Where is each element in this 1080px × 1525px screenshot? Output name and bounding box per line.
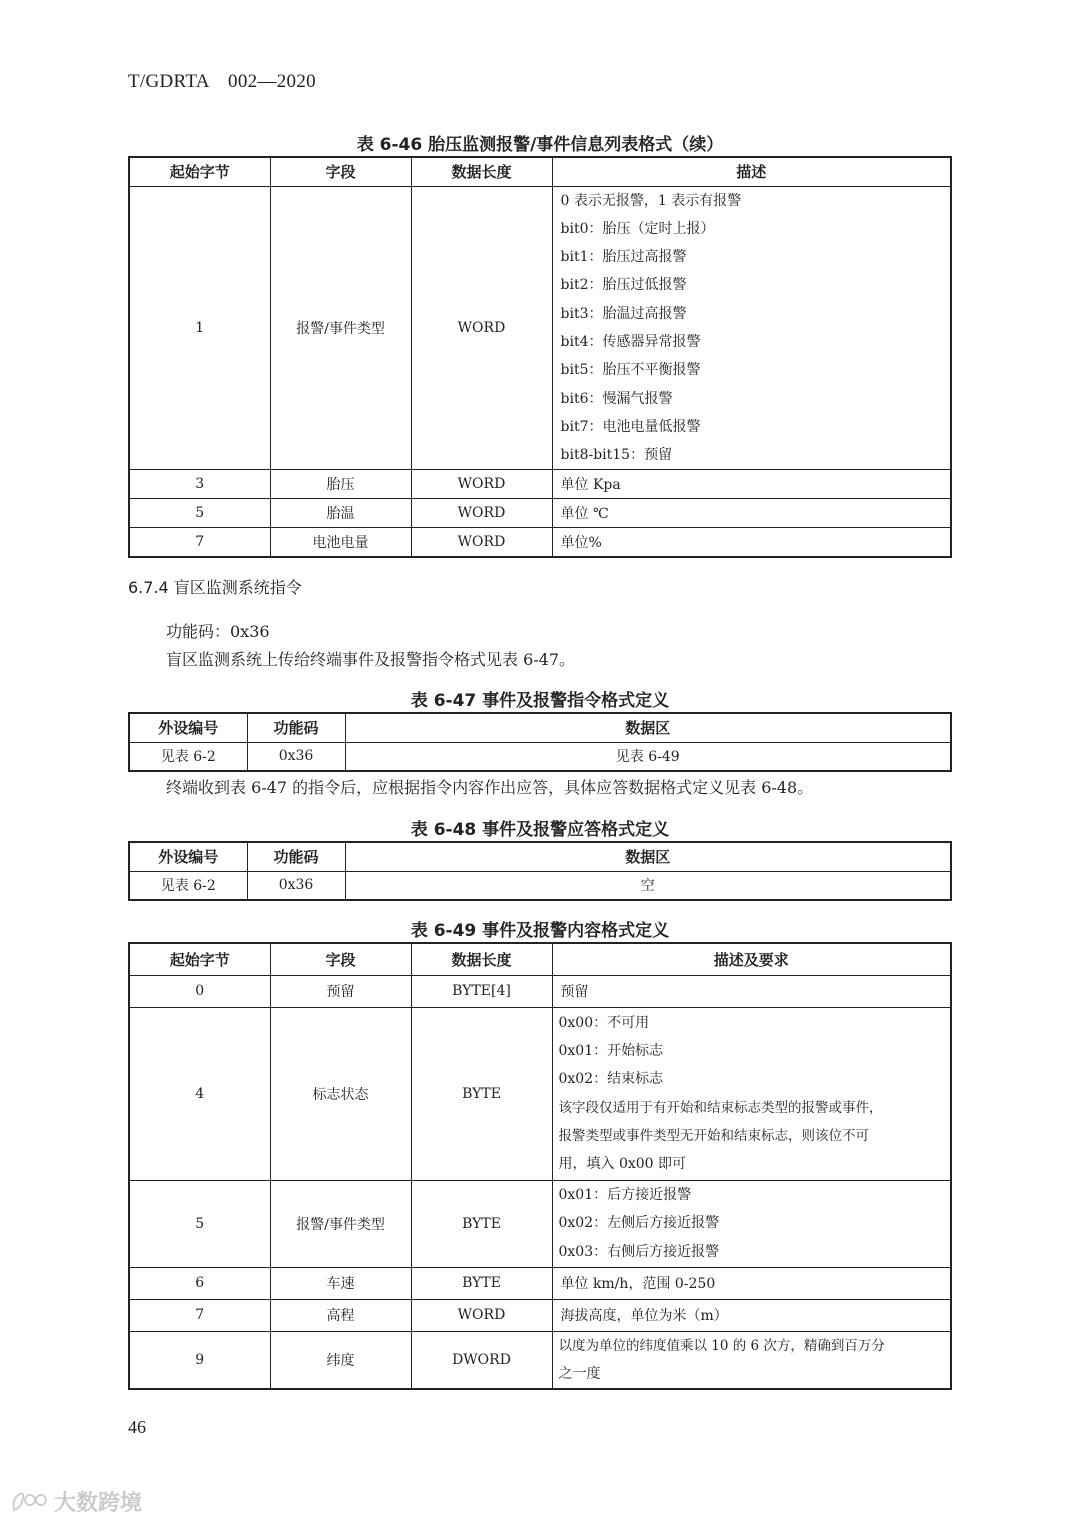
desc-line: 0x02：结束标志 [558,1071,664,1088]
cell-field: 预留 [270,975,411,1007]
cell-length: BYTE[4] [411,975,552,1007]
cell-start: 6 [129,1267,270,1299]
cell-description: 单位 Kpa [552,470,951,499]
header-function-code: 功能码 [247,713,345,742]
desc-line: 0x00：不可用 [558,1014,650,1031]
desc-line: 报警类型或事件类型无开始和结束标志，则该位不可 [558,1127,869,1144]
cell-peripheral-id: 见表 6-2 [129,742,247,771]
table-6-48 [128,841,952,901]
desc-line: 该字段仅适用于有开始和结束标志类型的报警或事件， [558,1099,883,1116]
table-row [129,1331,951,1389]
desc-line: 0 表示无报警，1 表示有报警 [560,192,742,209]
document-id: T/GDRTA 002—2020 [128,71,316,92]
cell-start: 9 [129,1331,270,1389]
cell-start: 5 [129,1180,270,1267]
header-description: 描述 [552,157,951,186]
watermark [10,1486,142,1517]
reply-text: 终端收到表 6-47 的指令后，应根据指令内容作出应答，具体应答数据格式定义见表 6-48。 [166,778,814,797]
desc-line: bit1：胎压过高报警 [560,249,687,266]
desc-line: 0x01：后方接近报警 [558,1187,692,1204]
header-data-area: 数据区 [345,713,951,742]
header-data-length: 数据长度 [411,157,552,186]
table-6-49 [128,942,952,1390]
table-row [129,1299,951,1331]
cell-function-code: 0x36 [247,742,345,771]
cell-field: 高程 [270,1299,411,1331]
table-6-49-caption: 表 6-49 事件及报警内容格式定义 [410,921,670,941]
desc-line: 用，填入 0x00 即可 [558,1155,687,1172]
cell-start: 7 [129,1299,270,1331]
desc-line: 0x01：开始标志 [558,1043,664,1060]
table-row [129,742,951,771]
cell-start: 1 [129,186,270,470]
cell-length: BYTE [411,1267,552,1299]
cell-length: WORD [411,1299,552,1331]
header-peripheral-id: 外设编号 [129,842,247,871]
desc-line: 0x02：左侧后方接近报警 [558,1215,720,1232]
cell-field: 胎压 [270,470,411,499]
header-description-requirements: 描述及要求 [552,943,951,975]
table-row [129,1007,951,1180]
header-function-code: 功能码 [247,842,345,871]
table-row [129,975,951,1007]
cell-start: 7 [129,528,270,557]
table-row [129,1180,951,1267]
header-data-length: 数据长度 [411,943,552,975]
cell-field: 胎温 [270,499,411,528]
desc-line: bit5：胎压不平衡报警 [560,362,701,379]
desc-line: bit6：慢漏气报警 [560,390,673,407]
table-6-48-caption: 表 6-48 事件及报警应答格式定义 [410,820,670,840]
desc-line: bit0：胎压（定时上报） [560,220,715,237]
cell-description: 预留 [552,975,951,1007]
header-data-area: 数据区 [345,842,951,871]
cell-description [552,1007,951,1180]
cell-description: 单位 ℃ [552,499,951,528]
cell-function-code: 0x36 [247,871,345,900]
function-code-text: 功能码：0x36 [166,622,270,641]
cell-field: 车速 [270,1267,411,1299]
cell-description [552,1180,951,1267]
table-row [129,871,951,900]
cell-field: 纬度 [270,1331,411,1389]
desc-line: bit4：传感器异常报警 [560,333,701,350]
header-peripheral-id: 外设编号 [129,713,247,742]
cell-field: 电池电量 [270,528,411,557]
header-start-byte: 起始字节 [129,157,270,186]
table-row [129,186,951,470]
cell-length: WORD [411,499,552,528]
page-number: 46 [128,1417,146,1437]
table-row [129,499,951,528]
table-row [129,470,951,499]
cell-description: 单位 km/h，范围 0-250 [552,1267,951,1299]
cell-start: 0 [129,975,270,1007]
cell-start: 3 [129,470,270,499]
watermark-text: 大数跨境 [54,1491,143,1516]
cell-description: 单位% [552,528,951,557]
cell-description: 海拔高度，单位为米（m） [552,1299,951,1331]
cell-start: 4 [129,1007,270,1180]
header-start-byte: 起始字节 [129,943,270,975]
table-row [129,1267,951,1299]
desc-line: bit8-bit15：预留 [560,447,673,464]
desc-line: bit7：电池电量低报警 [560,418,701,435]
cell-length: WORD [411,470,552,499]
cell-field: 报警/事件类型 [270,1180,411,1267]
cell-length: WORD [411,186,552,470]
cell-field: 报警/事件类型 [270,186,411,470]
table-6-47-caption: 表 6-47 事件及报警指令格式定义 [410,691,670,711]
cell-length: BYTE [411,1180,552,1267]
cell-description [552,186,951,470]
desc-line: bit3：胎温过高报警 [560,305,687,322]
table-row [129,528,951,557]
cell-peripheral-id: 见表 6-2 [129,871,247,900]
table-6-47 [128,712,952,772]
cell-description [552,1331,951,1389]
desc-line: bit2：胎压过低报警 [560,277,687,294]
section-heading: 6.7.4 盲区监测系统指令 [128,578,302,597]
cell-start: 5 [129,499,270,528]
table-6-46-caption: 表 6-46 胎压监测报警/事件信息列表格式（续） [356,135,724,155]
header-field: 字段 [270,943,411,975]
header-field: 字段 [270,157,411,186]
intro-text: 盲区监测系统上传给终端事件及报警指令格式见表 6-47。 [166,650,576,669]
cell-length: WORD [411,528,552,557]
cell-data-area: 见表 6-49 [345,742,951,771]
cell-length: DWORD [411,1331,552,1389]
desc-line: 0x03：右侧后方接近报警 [558,1243,720,1260]
desc-line: 以度为单位的纬度值乘以 10 的 6 次方，精确到百万分 [558,1337,885,1354]
desc-line: 之一度 [558,1365,601,1382]
watermark-logo-icon [10,1488,50,1516]
cell-data-area: 空 [345,871,951,900]
cell-field: 标志状态 [270,1007,411,1180]
table-6-46 [128,156,952,558]
cell-length: BYTE [411,1007,552,1180]
